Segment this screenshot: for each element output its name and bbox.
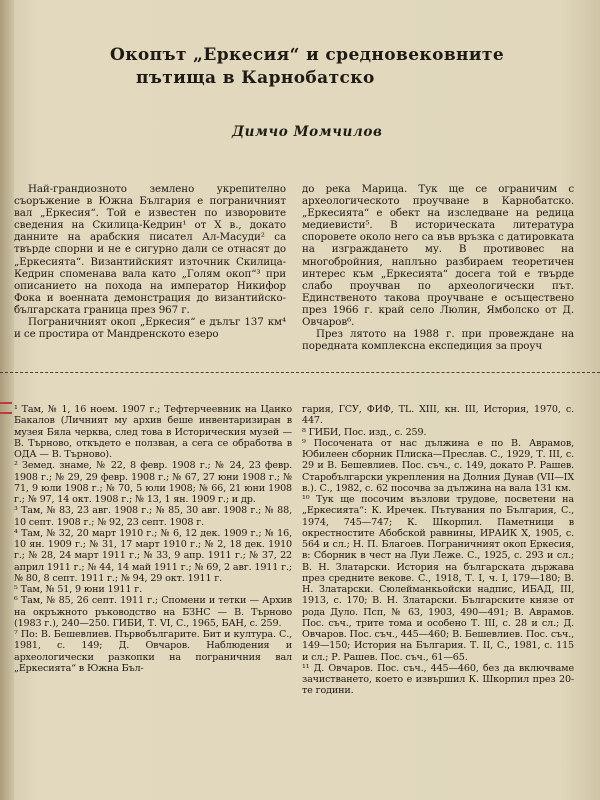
book-spine (0, 0, 14, 800)
paragraph: до река Марица. Тук ще се ограничим с археологическото проучване в Карнобатско. „Еркесията“ е обект на изследване на редица медиевисти⁵. В историческата литература споровете около него са във връзка с датировката на изграждането му. В противовес на многобройния, наплъно разбираем теоретичен интерес към „Еркесията“ досега той е твърде слабо проучван по археологически път. Единственото такова проучване е осъществено през 1966 г. край село Люлин, Ямболско от Д. Овчаров⁶. (302, 183, 574, 329)
article-title (110, 44, 530, 90)
footnote: ⁶ Там, № 85, 26 септ. 1911 г.; Спомени и тетки — Архив на окръжното ръководство на БЗНС — В. Търново (1983 г.), 240—250. ГИБИ, Т. VI, С., 1965, БАН, с. 259. (14, 595, 292, 629)
footnotes-right (302, 404, 574, 697)
footnote: ⁷ По: В. Бешевлиев. Първобългарите. Бит и култура. С., 1981, с. 149; Д. Овчаров. Наблюдения и археологически разкопки на пограничния вал „Еркесията“ в Южна Бъл- (14, 629, 292, 674)
body-column-left (14, 183, 286, 340)
footnote: ⁴ Там, № 32, 20 март 1910 г.; № 6, 12 дек. 1909 г.; № 16, 10 ян. 1909 г.; № 31, 17 март 1910 г.; № 2, 18 дек. 1910 г.; № 28, 24 март 1911 г.; № 33, 9 апр. 1911 г.; № 37, 22 април 1911 г.; № 44, 14 май 1911 г.; № 69, 2 авг. 1911 г.; № 80, 8 септ. 1911 г.; № 94, 29 окт. 1911 г. (14, 527, 292, 584)
footnote: ² Земед. знаме, № 22, 8 февр. 1908 г.; № 24, 23 февр. 1908 г.; № 29, 29 февр. 1908 г.; № 67, 27 юни 1908 г.; № 71, 9 юли 1908 г.; № 70, 5 юли 1908; № 66, 21 юни 1908 г.; № 97, 14 окт. 1908 г.; № 13, 1 ян. 1909 г.; и др. (14, 460, 292, 505)
paragraph: Най-грандиозното землено укрепително съоръжение в Южна България е пограничният вал „Еркесия“. Той е известен по изворовите сведения на Скилица-Кедрин¹ от X в., докато данните на арабския писател Ал-Масуди² са твърде спорни и не е сигурно дали се отнасят до „Еркесията“. Византийският източник Скилица-Кедрин споменава вала като „Голям окоп“³ при описанието на похода на император Никифор Фока и военната демонстрация до византийско-българската граница през 967 г. (14, 183, 286, 316)
footnotes-left (14, 404, 292, 674)
footnote-divider (0, 372, 600, 373)
footnote: ⁹ Посочената от нас дължина е по В. Аврамов, Юбилеен сборник Плиска—Преслав. С., 1929, Т. III, с. 29 и В. Бешевлиев. Пос. съч., с. 149, докато Р. Рашев. Старобългарски укрепления на Долния Дунав (VII—IX в.). С., 1982, с. 62 посочва за дължина на вала 131 км. (302, 437, 574, 494)
footnote: гария, ГСУ, ФИФ, TL. XIII, кн. III, История, 1970, с. 447. (302, 404, 574, 427)
title-line-1: Окопът „Еркесия“ и средновековните (110, 45, 505, 65)
footnote: ¹⁰ Тук ще посочим възлови трудове, посветени на „Еркесията“: К. Иречек. Пътувания по България, С., 1974, 745—747; К. Шкорпил. Паметници в окрестностите Абобской равнины, ИРАИК Х, 1905, с. 564 и сл.; Н. П. Благоев. Пограничният окоп Еркесия, в: Сборник в чест на Луи Леже. С., 1925, с. 293 и сл.; В. Н. Златарски. История на българската държава през средните векове. С., 1918, Т. I, ч. I, 179—180; В. Н. Златарски. Сюлейманкьойски надпис, ИБАД, III, 1913, с. 170; В. Н. Златарски. Българските князе от рода Дуло. Псп, № 63, 1903, 490—491; В. Аврамов. Пос. съч., трите тома и особено Т. III, с. 28 и сл.; Д. Овчаров. Пос. съч., 445—460; В. Бешевлиев. Пос. съч., 149—150; История на България. Т. II, С., 1981, с. 115 и сл.; Р. Рашев. Пос. съч., 61—65. (302, 494, 574, 663)
binding-thread (0, 402, 12, 404)
paragraph: През лятото на 1988 г. при провеждане на поредната комплексна експедиция за проуч (302, 328, 574, 353)
footnote: ³ Там, № 83, 23 авг. 1908 г.; № 85, 30 авг. 1908 г.; № 88, 10 септ. 1908 г.; № 92, 23 септ. 1908 г. (14, 505, 292, 528)
footnote: ⁸ ГИБИ, Пос. изд., с. 259. (302, 426, 427, 438)
binding-thread (0, 412, 12, 414)
footnote: ¹¹ Д. Овчаров. Пос. съч., 445—460, без да включваме зачистването, което е извършил К. Шкорпил през 20-те години. (302, 662, 574, 697)
author-name: Димчо Момчилов (232, 124, 383, 140)
footnote: ¹ Там, № 1, 16 ноем. 1907 г.; Тефтерчеевник на Цанко Бакалов (Личният му архив беше инвентаризиран в музея Бяла черква, след това в Историческия музей — В. Търново, откъдето е ползван, а сега се обработва в ОДА — В. Търново). (14, 404, 292, 460)
footnote: ⁵ Там, № 51, 9 юни 1911 г. (14, 584, 142, 595)
title-line-2: пътища в Карнобатско (136, 68, 375, 88)
body-column-right (302, 183, 574, 352)
paragraph: Пограничният окоп „Еркесия“ е дълъг 137 км⁴ и се простира от Мандренското езеро (14, 316, 286, 341)
